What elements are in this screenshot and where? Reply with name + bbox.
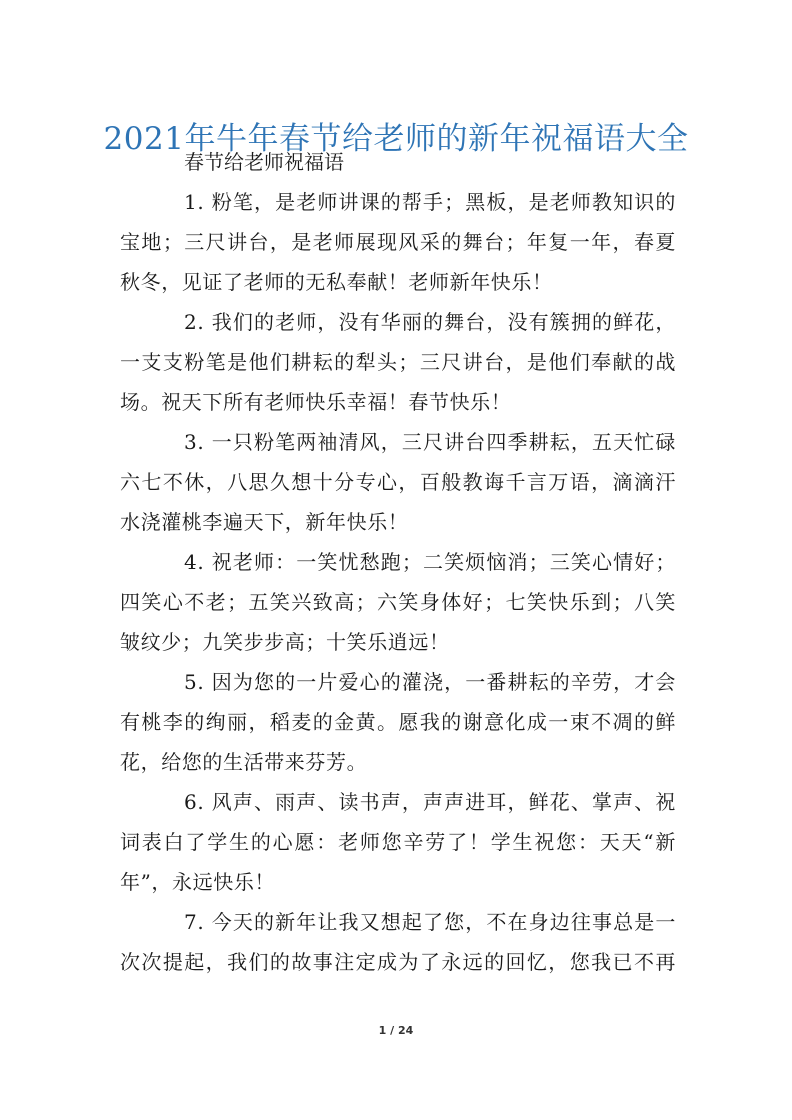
paragraph: [120, 182, 676, 302]
paragraph-line: 1. 粉笔，是老师讲课的帮手；黑板，是老师教知识的: [184, 190, 676, 214]
paragraph-line: 水浇灌桃李遍天下，新年快乐！: [120, 510, 409, 534]
paragraph-line: 年”，永远快乐！: [120, 870, 276, 894]
paragraph-line: 宝地；三尺讲台，是老师展现风采的舞台；年复一年，春夏: [120, 230, 676, 254]
paragraph-line: 花，给您的生活带来芬芳。: [120, 750, 368, 774]
paragraph-line: 六七不休，八思久想十分专心，百般教诲千言万语，滴滴汗: [120, 470, 676, 494]
paragraph-line: 7. 今天的新年让我又想起了您，不在身边往事总是一: [184, 910, 676, 934]
paragraph-line: 词表白了学生的心愿：老师您辛劳了！学生祝您：天天“新: [120, 830, 676, 854]
paragraph-line: 4. 祝老师：一笑忧愁跑；二笑烦恼消；三笑心情好；: [184, 550, 676, 574]
document-body: [120, 142, 676, 982]
document-title: 2021年牛年春节给老师的新年祝福语大全: [103, 120, 689, 157]
paragraph-line: 5. 因为您的一片爱心的灌浇，一番耕耘的辛劳，才会: [184, 670, 676, 694]
paragraph-line: 有桃李的绚丽，稻麦的金黄。愿我的谢意化成一束不凋的鲜: [120, 710, 676, 734]
paragraph-line: 2. 我们的老师，没有华丽的舞台，没有簇拥的鲜花，: [184, 310, 676, 334]
paragraph-line: 3. 一只粉笔两袖清风，三尺讲台四季耕耘，五天忙碌: [184, 430, 676, 454]
paragraph: [120, 542, 676, 662]
paragraph-line: 次次提起，我们的故事注定成为了永远的回忆，您我已不再: [120, 950, 676, 974]
paragraph: [120, 782, 676, 902]
section-subtitle: 春节给老师祝福语: [184, 150, 344, 174]
paragraph-line: 6. 风声、雨声、读书声，声声进耳，鲜花、掌声、祝: [184, 790, 676, 814]
paragraph-line: 秋冬，见证了老师的无私奉献！老师新年快乐！: [120, 270, 553, 294]
paragraph: [120, 422, 676, 542]
paragraph-line: 一支支粉笔是他们耕耘的犁头；三尺讲台，是他们奉献的战: [120, 350, 676, 374]
paragraph-line: 四笑心不老；五笑兴致高；六笑身体好；七笑快乐到；八笑: [120, 590, 676, 614]
page-number: 1 / 24: [378, 1024, 414, 1037]
paragraph-line: 皱纹少；九笑步步高；十笑乐逍远！: [120, 630, 450, 654]
paragraph-line: 场。祝天下所有老师快乐幸福！春节快乐！: [120, 390, 512, 414]
paragraph: [120, 302, 676, 422]
paragraph: [120, 902, 676, 982]
paragraph: [120, 662, 676, 782]
